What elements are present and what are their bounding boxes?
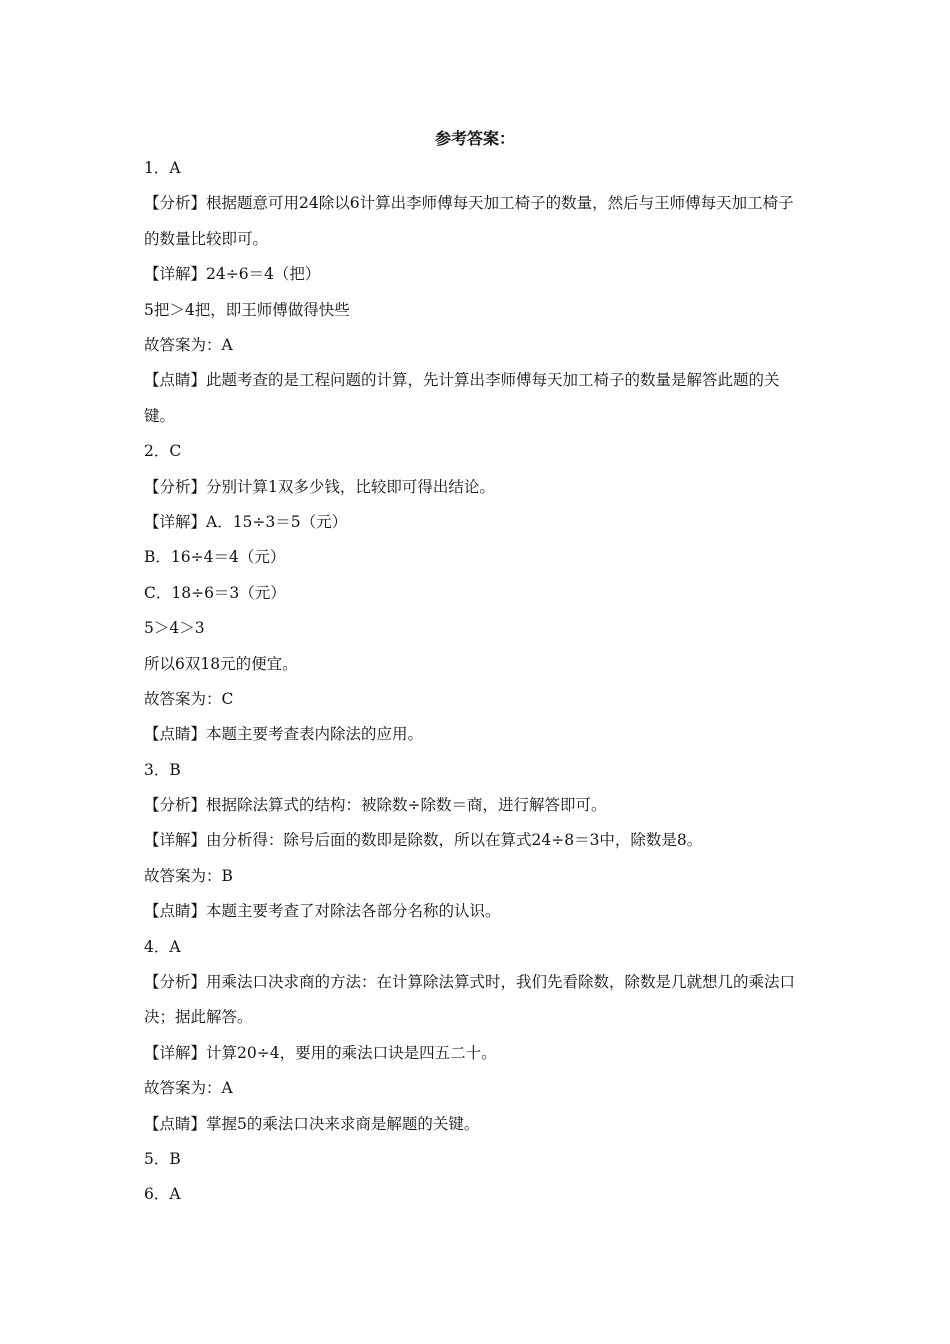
answer-line: 【点睛】掌握5的乘法口决来求商是解题的关键。 [144,1114,480,1133]
answer-line: 所以6双18元的便宜。 [144,654,298,673]
answer-line: 故答案为：C [144,689,234,708]
answer-line: 【分析】用乘法口决求商的方法：在计算除法算式时，我们先看除数，除数是几就想几的乘法口决；据此解答。 [144,973,796,1027]
answer-line: 5．B [144,1150,181,1169]
answer-line: 【分析】根据题意可用24除以6计算出李师傅每天加工椅子的数量，然后与王师傅每天加工椅子的数量比较即可。 [144,194,794,248]
answer-content [144,151,806,1213]
answer-line: 3．B [144,760,181,779]
answer-line: 【详解】A．15÷3＝5（元） [144,512,348,531]
answer-line: 【点睛】本题主要考查了对除法各部分名称的认识。 [144,902,501,921]
answer-line: 5＞4＞3 [144,619,205,638]
answer-line: 故答案为：A [144,1079,233,1098]
answer-line: 6．A [144,1185,181,1204]
answer-line: 【详解】由分析得：除号后面的数即是除数，所以在算式24÷8＝3中，除数是8。 [144,831,703,850]
answer-line: 【分析】根据除法算式的结构：被除数÷除数＝商，进行解答即可。 [144,796,607,815]
answer-line: 故答案为：B [144,866,233,885]
answer-line: 1．A [144,159,181,177]
answer-line: B．16÷4＝4（元） [144,548,286,567]
answer-line: 4．A [144,937,181,956]
page-title: 参考答案： [434,129,515,148]
answer-line: 【点睛】此题考查的是工程问题的计算，先计算出李师傅每天加工椅子的数量是解答此题的关键。 [144,371,780,425]
answer-line: 故答案为：A [144,335,233,354]
answer-line: 2．C [144,442,182,461]
answer-line: C．18÷6＝3（元） [144,583,286,602]
answer-line: 【分析】分别计算1双多少钱，比较即可得出结论。 [144,477,495,496]
answer-line: 5把＞4把，即王师傅做得快些 [144,300,350,319]
answer-line: 【详解】24÷6＝4（把） [144,265,321,284]
answer-line: 【详解】计算20÷4，要用的乘法口诀是四五二十。 [144,1043,497,1062]
answer-line: 【点睛】本题主要考查表内除法的应用。 [144,725,424,744]
